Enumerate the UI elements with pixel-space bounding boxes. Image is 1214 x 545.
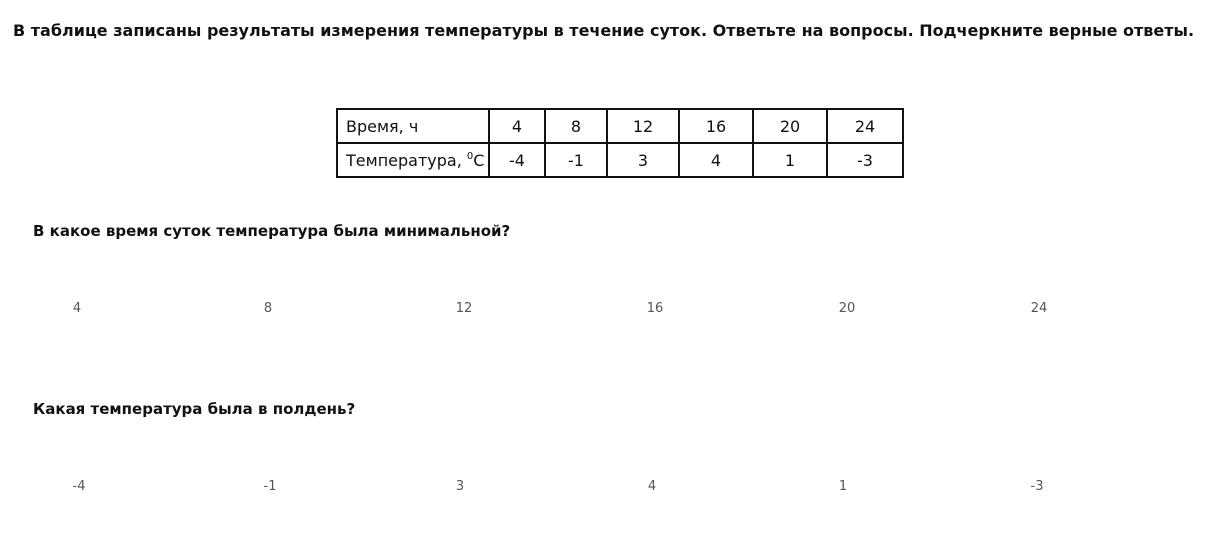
time-cell: 12: [607, 109, 679, 143]
temperature-table: [336, 108, 904, 178]
temperature-cell: -1: [545, 143, 607, 177]
row-header-time: Время, ч: [337, 109, 489, 143]
answer-option[interactable]: 4: [72, 301, 82, 316]
temperature-cell: 1: [753, 143, 827, 177]
temperature-cell: 3: [607, 143, 679, 177]
task-instruction: В таблице записаны результаты измерения температуры в течение суток. Ответьте на вопросы. Подчеркните верные ответы.: [13, 21, 1195, 40]
temperature-label-text: Температура,: [346, 150, 467, 170]
time-cell: 20: [753, 109, 827, 143]
answer-option[interactable]: 3: [455, 479, 465, 494]
time-cell: 8: [545, 109, 607, 143]
answer-option[interactable]: 1: [838, 479, 848, 494]
question-min-temperature-time: В какое время суток температура была минимальной?: [33, 222, 511, 240]
answer-option[interactable]: 8: [263, 301, 273, 316]
time-cell: 24: [827, 109, 903, 143]
temperature-cell: 4: [679, 143, 753, 177]
answer-options-temperature: [0, 479, 1214, 499]
answer-options-time: [0, 301, 1214, 321]
temperature-cell: -3: [827, 143, 903, 177]
temperature-unit: С: [473, 150, 485, 170]
answer-option[interactable]: -3: [1030, 479, 1044, 494]
answer-option[interactable]: 24: [1030, 301, 1048, 316]
question-noon-temperature: Какая температура была в полдень?: [33, 400, 356, 418]
table-row-time: [337, 109, 903, 143]
table-row-temperature: [337, 143, 903, 177]
answer-option[interactable]: -4: [72, 479, 86, 494]
temperature-cell: -4: [489, 143, 545, 177]
answer-option[interactable]: 16: [646, 301, 664, 316]
row-header-temperature: [337, 143, 489, 177]
time-cell: 4: [489, 109, 545, 143]
answer-option[interactable]: 12: [455, 301, 473, 316]
time-cell: 16: [679, 109, 753, 143]
answer-option[interactable]: 20: [838, 301, 856, 316]
degree-superscript: 0: [466, 150, 474, 162]
answer-option[interactable]: 4: [647, 479, 657, 494]
answer-option[interactable]: -1: [263, 479, 277, 494]
